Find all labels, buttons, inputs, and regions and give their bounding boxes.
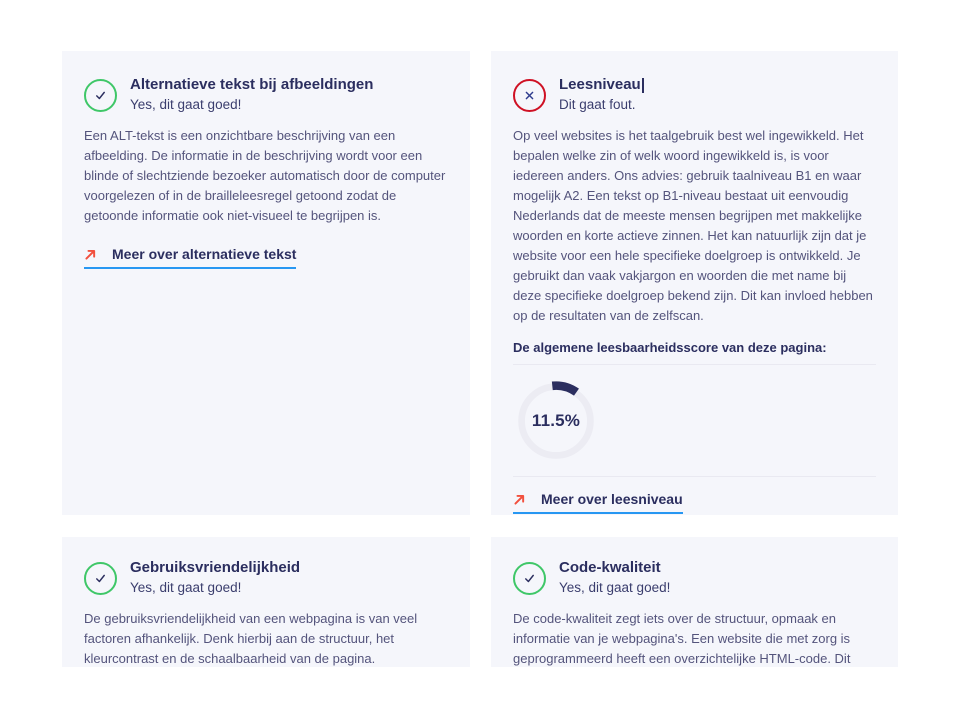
card-heading (130, 559, 300, 597)
link-label: Meer over alternatieve tekst (112, 246, 297, 262)
card-heading (559, 559, 670, 597)
card-gebruiksvriendelijkheid (62, 537, 470, 667)
divider (513, 476, 876, 477)
card-header (84, 559, 448, 597)
card-description: De gebruiksvriendelijkheid van een webpagina is van veel factoren afhankelijk. Denk hierbij aan de structuur, het kleurcontrast en de schaalbaarheid van de pagina. (84, 611, 418, 666)
readability-score-donut (513, 378, 599, 464)
link-label: Meer over leesniveau (541, 491, 683, 507)
card-code-kwaliteit (491, 537, 898, 667)
check-circle-icon (84, 79, 117, 112)
more-over-leesniveau-link[interactable] (513, 491, 683, 514)
score-value: 11.5% (531, 411, 581, 430)
card-status-text: Yes, dit gaat goed! (559, 580, 671, 595)
text-cursor-caret (642, 78, 644, 93)
card-title: Leesniveau (559, 76, 644, 94)
card-header (513, 559, 876, 597)
card-header (513, 76, 876, 114)
card-description: Op veel websites is het taalgebruik best wel ingewikkeld. Het bepalen welke zin of welk woord ingewikkeld is, is voor iedereen anders. Ons advies: gebruik taalniveau B1 en waar mogelijk A2. Een tekst op B1-niveau bestaat uit eenvoudig Nederlands dat de meeste mensen begrijpen met makkelijke woorden en korte actieve zinnen. Het kan natuurlijk zijn dat je website voor een hele specifieke doelgroep is ontwikkeld. Je gebruikt dan vaak vakjargon en woorden die met name bij deze specifieke doelgroep bekend zijn. Dit kan invloed hebben op de resultaten van de zelfscan. (513, 128, 873, 323)
card-status-text: Yes, dit gaat goed! (130, 580, 242, 595)
cross-circle-icon (513, 79, 546, 112)
external-arrow-icon (513, 493, 526, 506)
card-description: De code-kwaliteit zegt iets over de structuur, opmaak en informatie van je webpagina's. Een website die met zorg is geprogrammeerd heeft een overzichtelijke HTML-code. Dit (513, 611, 851, 666)
card-leesniveau (491, 51, 898, 515)
card-status-text: Dit gaat fout. (559, 97, 636, 112)
results-card-grid (62, 51, 898, 667)
card-status-text: Yes, dit gaat goed! (130, 97, 242, 112)
check-circle-icon (513, 562, 546, 595)
more-over-alternatieve-tekst-link[interactable] (84, 246, 296, 269)
card-title: Alternatieve tekst bij afbeeldingen (130, 76, 374, 93)
card-heading (130, 76, 373, 114)
card-title: Gebruiksvriendelijkheid (130, 559, 301, 576)
link-row (513, 491, 876, 514)
check-circle-icon (84, 562, 117, 595)
readability-score-heading: De algemene leesbaarheidsscore van deze pagina: (513, 340, 827, 355)
card-heading (559, 76, 644, 114)
card-title: Code-kwaliteit (559, 559, 661, 576)
divider (513, 364, 876, 365)
card-header (84, 76, 448, 114)
external-arrow-icon (84, 248, 97, 261)
card-alternatieve-tekst (62, 51, 470, 515)
card-description: Een ALT-tekst is een onzichtbare beschrijving van een afbeelding. De informatie in de beschrijving wordt voor een blinde of slechtziende bezoeker automatisch door de computer voorgelezen of in de brailleleesregel getoond zodat de getoonde informatie ook niet-visueel te begrijpen is. (84, 128, 446, 223)
